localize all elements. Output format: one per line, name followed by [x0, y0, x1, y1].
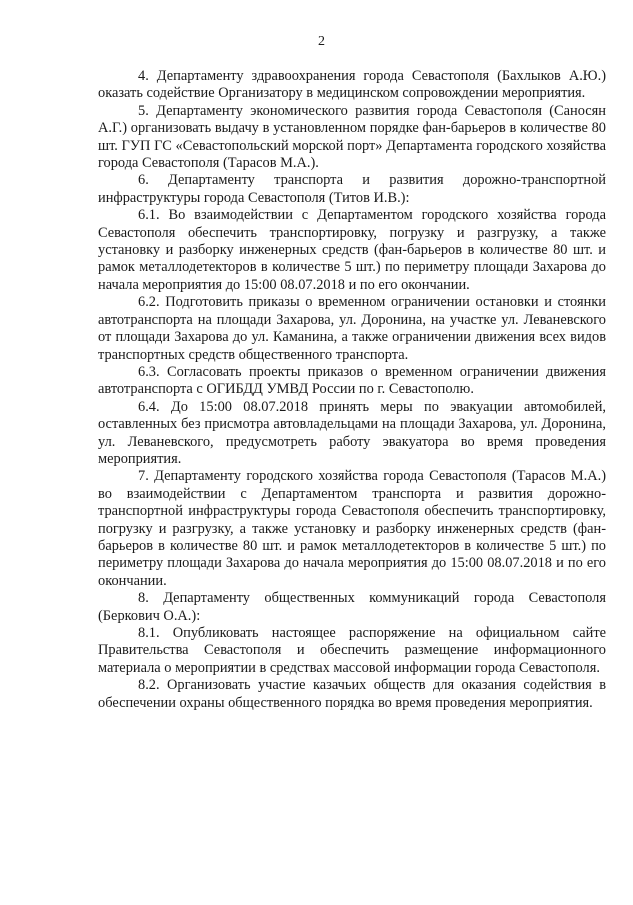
paragraph-6-2: 6.2. Подготовить приказы о временном ограничении остановки и стоянки автотранспорта на площади Захарова, ул. Доронина, на участке ул. Леваневского от площади Захарова до ул. Каманина, а также ограничении движения всех видов транспортных средств общественного транспорта. — [98, 294, 606, 363]
paragraph-4-health-department: 4. Департаменту здравоохранения города Севастополя (Бахлыков А.Ю.) оказать содействие Организатору в медицинском сопровождении мероприятия. — [98, 68, 606, 102]
paragraph-6-4: 6.4. До 15:00 08.07.2018 принять меры по эвакуации автомобилей, оставленных без присмотра автовладельцами на площади Захарова, ул. Доронина, ул. Леваневского, предусмотреть работу эвакуатора во время проведения мероприятия. — [98, 398, 606, 467]
paragraph-6-3: 6.3. Согласовать проекты приказов о временном ограничении движения автотранспорта с ОГИБДД УМВД России по г. Севастополю. — [98, 363, 606, 398]
paragraph-8-1: 8.1. Опубликовать настоящее распоряжение на официальном сайте Правительства Севастополя и обеспечить размещение информационного материала о мероприятии в средствах массовой информации города Севастополя. — [98, 625, 606, 676]
page-number: 2 — [318, 34, 325, 49]
paragraph-6-transport-department: 6. Департаменту транспорта и развития дорожно-транспортной инфраструктуры города Севастополя (Титов И.В.): — [98, 172, 606, 206]
paragraph-8-2: 8.2. Организовать участие казачьих обществ для оказания содействия в обеспечении охраны общественного порядка во время проведения мероприятия. — [98, 677, 606, 711]
paragraph-7-city-economy-department: 7. Департаменту городского хозяйства города Севастополя (Тарасов М.А.) во взаимодействии с Департаментом транспорта и развития дорожно-транспортной инфраструктуры города Севастополя обеспечить транспортировку, погрузку и разгрузку, а также установку и разборку инженерных средств (фан-барьеров в количестве 80 шт. и рамок металлодетекторов в количестве 5 шт.) по периметру площади Захарова до начала мероприятия до 15:00 08.07.2018 и по его окончании. — [98, 468, 606, 589]
paragraph-5-economic-department: 5. Департаменту экономического развития города Севастополя (Саносян А.Г.) организовать выдачу в установленном порядке фан-барьеров в количестве 80 шт. ГУП ГС «Севастопольский морской порт» Департамента городского хозяйства города Севастополя (Тарасов М.А.). — [98, 102, 606, 172]
document-body — [98, 68, 606, 712]
paragraph-6-1: 6.1. Во взаимодействии с Департаментом городского хозяйства города Севастополя обеспечить транспортировку, погрузку и разгрузку, а также установку и разборку инженерных средств (фан-барьеров в количестве 80 шт. и рамок металлодетекторов в количестве 5 шт.) по периметру площади Захарова до начала мероприятия до 15:00 08.07.2018 и по его окончании. — [98, 207, 606, 293]
paragraph-8-public-communications-department: 8. Департаменту общественных коммуникаций города Севастополя (Беркович О.А.): — [98, 590, 606, 624]
